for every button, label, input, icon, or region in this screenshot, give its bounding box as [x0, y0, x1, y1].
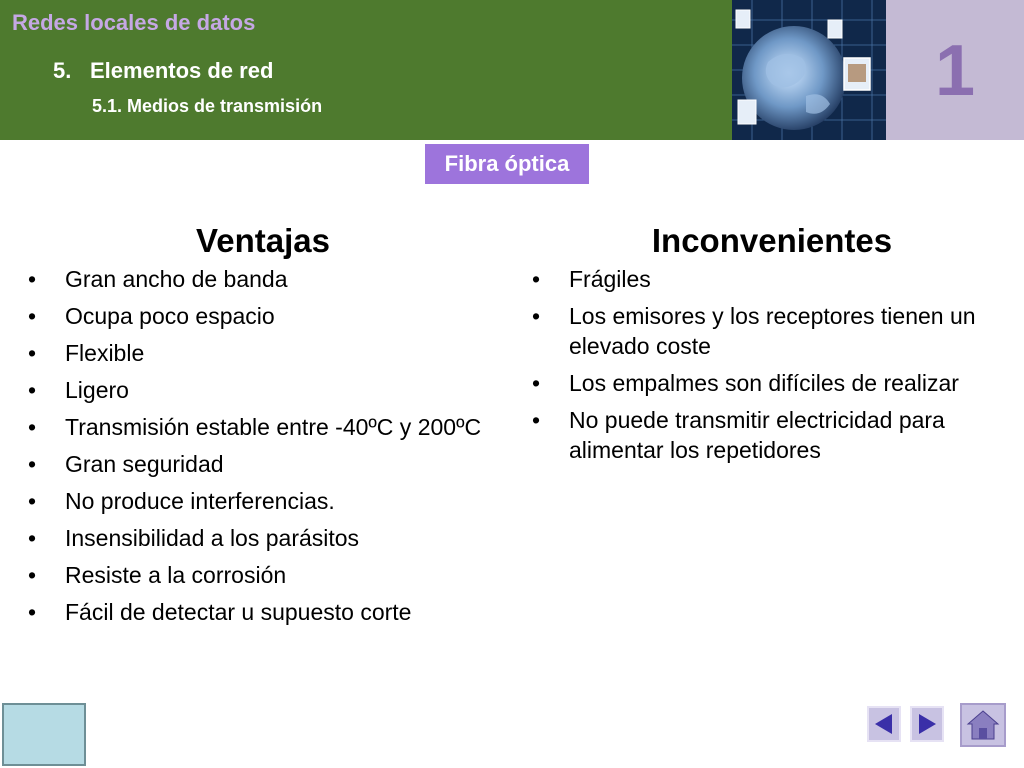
list-item-text: Resiste a la corrosión	[65, 562, 287, 588]
list-item	[28, 412, 498, 442]
triangle-right-icon	[915, 712, 939, 736]
list-item	[28, 338, 498, 368]
list-item-text: Insensibilidad a los parásitos	[65, 525, 360, 551]
bullet: •	[28, 451, 37, 477]
bullet: •	[28, 599, 37, 625]
bullet: •	[28, 340, 37, 366]
list-item-text: Los emisores y los receptores tienen un elevado coste	[569, 303, 976, 359]
disadvantages-column	[532, 222, 1012, 472]
list-item-text: Fácil de detectar u supuesto corte	[65, 599, 412, 625]
advantages-list	[28, 264, 498, 627]
section-number: 5.	[53, 58, 72, 83]
topic-tag: Fibra óptica	[425, 144, 589, 184]
section-heading	[53, 58, 273, 84]
list-item-text: Gran ancho de banda	[65, 266, 288, 292]
bullet: •	[28, 488, 37, 514]
list-item-text: No puede transmitir electricidad para alimentar los repetidores	[569, 407, 945, 463]
list-item	[28, 523, 498, 553]
list-item	[28, 264, 498, 294]
home-button[interactable]	[960, 703, 1006, 747]
list-item-text: Ligero	[65, 377, 129, 403]
bullet: •	[532, 370, 541, 396]
bullet: •	[532, 266, 541, 292]
next-button[interactable]	[910, 706, 944, 742]
bullet: •	[28, 562, 37, 588]
list-item-text: Ocupa poco espacio	[65, 303, 275, 329]
advantages-column	[28, 222, 498, 634]
course-title: Redes locales de datos	[12, 10, 256, 35]
bullet: •	[28, 303, 37, 329]
globe-network-image	[732, 0, 886, 140]
list-item	[28, 301, 498, 331]
list-item-text: Transmisión estable entre -40ºC y 200ºC	[65, 414, 482, 440]
list-item	[28, 597, 498, 627]
disadvantages-list	[532, 264, 1012, 465]
list-item	[532, 405, 1012, 465]
bullet: •	[28, 525, 37, 551]
list-item	[28, 449, 498, 479]
corner-decoration	[2, 703, 86, 766]
slide-header	[0, 0, 732, 140]
subsection-title: 5.1. Medios de transmisión	[92, 96, 323, 116]
section-title: Elementos de red	[90, 58, 274, 83]
list-item	[28, 486, 498, 516]
unit-number: 1	[934, 31, 976, 111]
house-icon	[966, 709, 1000, 741]
list-item-text: No produce interferencias.	[65, 488, 335, 514]
triangle-left-icon	[872, 712, 896, 736]
unit-number-box	[886, 0, 1024, 140]
bullet: •	[28, 414, 37, 440]
list-item-text: Frágiles	[569, 266, 651, 292]
list-item-text: Los empalmes son difíciles de realizar	[569, 370, 959, 396]
bullet: •	[532, 303, 541, 329]
previous-button[interactable]	[867, 706, 901, 742]
disadvantages-title: Inconvenientes	[651, 222, 893, 259]
list-item	[532, 368, 1012, 398]
bullet: •	[532, 407, 541, 433]
bullet: •	[28, 266, 37, 292]
advantages-title: Ventajas	[196, 222, 330, 259]
list-item	[532, 301, 1012, 361]
bullet: •	[28, 377, 37, 403]
list-item	[532, 264, 1012, 294]
list-item	[28, 560, 498, 590]
list-item-text: Flexible	[65, 340, 145, 366]
globe-network-illustration	[732, 0, 886, 140]
list-item	[28, 375, 498, 405]
list-item-text: Gran seguridad	[65, 451, 224, 477]
